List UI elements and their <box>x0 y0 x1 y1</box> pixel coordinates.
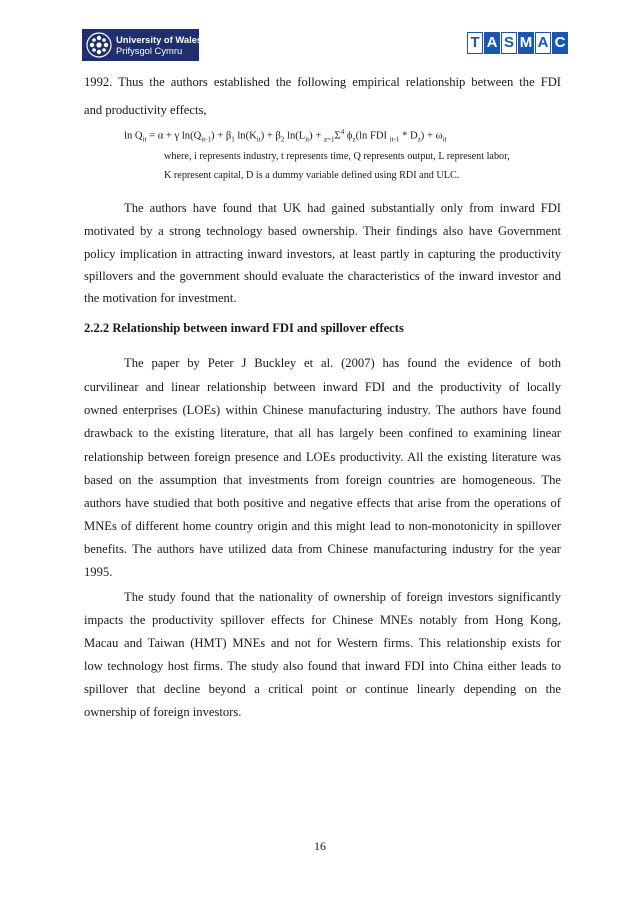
tasmac-letter: M <box>518 32 534 54</box>
formula-note: where, i represents industry, t represents time, Q represents output, L represent labor, <box>164 151 510 162</box>
eq-part: ) + ω <box>420 130 443 142</box>
text-line: authors have studied that both positive and negative effects that arise from the operations of <box>84 496 561 510</box>
text-line: owned enterprises (LOEs) within Chinese manufacturing industry. The authors have found <box>84 403 561 417</box>
text-line: Macau and Taiwan (HMT) MNEs and not for Western firms. This relationship exists for <box>84 636 561 650</box>
text-line: and productivity effects, <box>84 103 207 117</box>
eq-part: ) + β <box>260 130 281 142</box>
eq-part: Σ <box>334 130 341 142</box>
eq-sub: it <box>142 135 147 144</box>
text-line: ownership of foreign investors. <box>84 705 242 719</box>
eq-sub: it <box>256 135 261 144</box>
eq-sub: 1 <box>231 135 235 144</box>
text-line: based on the assumption that investments from foreign countries are homogeneous. The <box>84 473 561 487</box>
formula-note: K represent capital, D is a dummy variable defined using RDI and ULC. <box>164 170 460 181</box>
tasmac-letter: S <box>501 32 517 54</box>
text-line: low technology host firms. The study also found that inward FDI into China either leads to <box>84 659 561 673</box>
text-line: MNEs of different home country origin and this might lead to non-monotonicity in spillover <box>84 519 561 533</box>
text-line: The study found that the nationality of ownership of foreign investors significantly <box>124 590 561 604</box>
text-line: curvilinear and linear relationship between inward FDI and the productivity of locally <box>84 380 561 394</box>
tasmac-letter: T <box>467 32 483 54</box>
eq-sub: it <box>305 135 310 144</box>
text-line: relationship between foreign presence and LOEs productivity. All the existing literature was <box>84 450 561 464</box>
eq-part: * D <box>399 130 418 142</box>
eq-part: ln(K <box>234 130 257 142</box>
text-line: impacts the productivity spillover effects for Chinese MNEs notably from Hong Kong, <box>84 613 561 627</box>
eq-part: ) + β <box>211 130 232 142</box>
text-line: benefits. The authors have utilized data from Chinese manufacturing industry for the year <box>84 542 561 556</box>
eq-sub: it-1 <box>201 135 212 144</box>
text-line: drawback to the existing literature, that all has largely been confined to examining linear <box>84 426 561 440</box>
tasmac-letter: A <box>535 32 551 54</box>
eq-part: = α + γ ln(Q <box>146 130 202 142</box>
text-line: The authors have found that UK had gained substantially only from inward FDI <box>124 201 561 215</box>
eq-sub: 2 <box>280 135 285 144</box>
university-of-wales-logo <box>82 29 203 61</box>
text-line: The paper by Peter J Buckley et al. (2007) has found the evidence of both <box>124 356 561 370</box>
eq-sub: it <box>442 135 447 144</box>
text-line: the motivation for investment. <box>84 291 237 305</box>
logo-line-1: University of Wales <box>116 34 203 45</box>
text-line: 1995. <box>84 565 113 579</box>
eq-part: ) + <box>309 130 324 142</box>
eq-part: ϕ <box>344 130 353 142</box>
university-crest-icon <box>86 32 112 58</box>
eq-part: ln Q <box>124 130 143 142</box>
eq-part: ln(L <box>284 130 306 142</box>
eq-sup: 4 <box>340 128 345 136</box>
page-number: 16 <box>314 839 326 853</box>
section-heading: 2.2.2 Relationship between inward FDI and spillover effects <box>84 321 404 335</box>
eq-part: (ln FDI <box>355 130 390 142</box>
text-line: spillover that decline beyond a critical point or continue linearly depending on the <box>84 682 561 696</box>
eq-sub: z=1 <box>323 135 335 144</box>
text-line: spillovers and the government should evaluate the characteristics of the inward investor and <box>84 269 561 283</box>
eq-sub: it-1 <box>389 135 400 144</box>
empirical-equation <box>124 128 446 144</box>
eq-sub: z <box>417 135 421 144</box>
logo-line-2: Prifysgol Cymru <box>116 45 183 56</box>
text-line: 1992. Thus the authors established the following empirical relationship between the FDI <box>84 75 561 89</box>
eq-sub: z <box>352 135 356 144</box>
tasmac-letter: A <box>484 32 500 54</box>
text-line: motivated by a strong technology based ownership. Their findings also have Government <box>84 224 561 238</box>
tasmac-logo <box>467 32 568 54</box>
tasmac-letter: C <box>552 32 568 54</box>
text-line: policy implication in attracting inward investors, at least partly in capturing the productivity <box>84 247 561 261</box>
